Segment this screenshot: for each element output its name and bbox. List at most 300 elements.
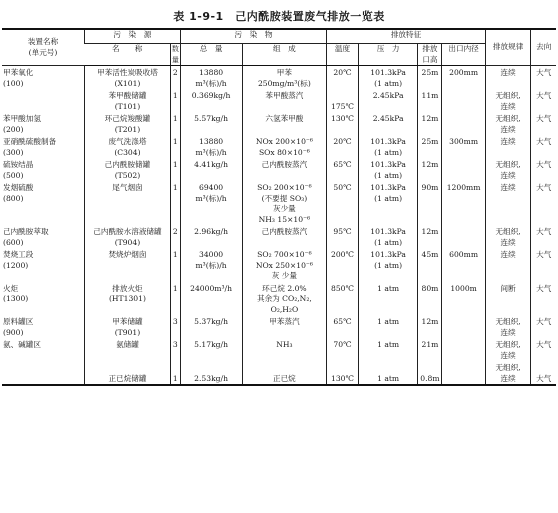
cell-temp [327, 282, 359, 316]
cell-line: 1 [172, 91, 178, 100]
header-dest: 去向 [531, 29, 556, 66]
cell-line: (C304) [114, 147, 141, 157]
cell-pressure [358, 248, 418, 282]
cell-count [170, 135, 180, 158]
cell-composition [242, 338, 327, 361]
table-row [2, 248, 556, 282]
cell-line: 焚烧炉烟囱 [108, 250, 147, 259]
cell-line: 大气 [536, 250, 552, 259]
cell-line: 无组织, [495, 114, 521, 123]
cell-line: 25m [421, 137, 439, 146]
cell-regime [485, 158, 531, 181]
cell-device [2, 181, 85, 225]
cell-dest [531, 112, 556, 135]
cell-count [170, 181, 180, 225]
cell-temp [327, 315, 359, 338]
cell-line: 101.3kPa [370, 183, 406, 192]
cell-line [443, 227, 483, 238]
cell-composition [242, 158, 327, 181]
cell-line: 2 [172, 68, 178, 77]
cell-line: 5.37kg/h [194, 317, 228, 326]
cell-outlet-diameter [442, 361, 485, 385]
cell-outlet-height [418, 282, 442, 316]
cell-line: 34000 [198, 250, 224, 259]
cell-line: 101.3kPa [370, 227, 406, 236]
table-header [2, 29, 556, 66]
cell-count [170, 338, 180, 361]
cell-outlet-diameter [442, 89, 485, 112]
header-emission: 排放特征 [327, 29, 486, 44]
cell-total [180, 282, 242, 316]
cell-line: 3 [172, 340, 178, 349]
cell-outlet-height [418, 315, 442, 338]
table-row [2, 338, 556, 361]
cell-outlet-height [418, 181, 442, 225]
cell-regime [485, 248, 531, 282]
cell-total [180, 315, 242, 338]
cell-temp [327, 112, 359, 135]
cell-line: 200mm [449, 68, 479, 77]
table-row [2, 112, 556, 135]
cell-line: (T101) [114, 101, 141, 111]
cell-line: 无组织, [495, 160, 521, 169]
cell-line: 其余为 CO₂,N₂, [256, 294, 312, 303]
cell-line: (800) [3, 193, 24, 203]
cell-line: 无组织, [495, 363, 521, 372]
cell-line: 70℃ [333, 340, 352, 349]
cell-line: 焚烧工段 [3, 250, 34, 259]
table-row [2, 66, 556, 90]
table-row [2, 225, 556, 248]
cell-outlet-height [418, 225, 442, 248]
cell-source [85, 338, 171, 361]
cell-line: 101.3kPa [370, 250, 406, 259]
cell-line: 25m [421, 68, 439, 77]
cell-line: 正已烷 [273, 373, 296, 383]
cell-line: 4.41kg/h [194, 160, 228, 169]
cell-line: 0.369kg/h [191, 91, 231, 100]
cell-pressure [358, 66, 418, 90]
cell-line: NOx 250×10⁻⁶ [255, 260, 313, 270]
cell-line: 连续 [500, 373, 516, 383]
cell-line: 2 [172, 227, 178, 236]
cell-pressure [358, 158, 418, 181]
cell-line: 大气 [536, 68, 552, 77]
table-body [2, 66, 556, 386]
cell-temp [327, 135, 359, 158]
cell-line: 连续 [500, 237, 516, 247]
cell-line: 连续 [500, 68, 516, 77]
cell-line [443, 91, 483, 102]
cell-temp [327, 66, 359, 90]
cell-line: 5.17kg/h [194, 340, 228, 349]
cell-line [3, 102, 83, 113]
cell-line: 己内酰胺萃取 [3, 227, 49, 236]
header-device: 装置名称 (单元号) [2, 29, 85, 66]
cell-line [419, 363, 440, 374]
cell-line: 间断 [500, 283, 516, 293]
cell-regime [485, 89, 531, 112]
cell-line: 130℃ [331, 373, 354, 383]
cell-temp [327, 248, 359, 282]
cell-pressure [358, 135, 418, 158]
cell-line: (T201) [114, 124, 141, 134]
cell-dest [531, 181, 556, 225]
cell-line: 硫铵结晶 [3, 160, 34, 169]
cell-line [3, 363, 83, 374]
cell-line: (1200) [3, 260, 29, 270]
cell-line: 12m [421, 160, 439, 169]
cell-line: 1 atm [377, 340, 400, 349]
table-row [2, 181, 556, 225]
cell-outlet-height [418, 66, 442, 90]
cell-line: (1 atm) [374, 147, 403, 157]
cell-line: NOx 200×10⁻⁶ [255, 137, 313, 146]
cell-line: 甲苯蒸汽 [269, 317, 300, 326]
cell-line: (1 atm) [374, 193, 403, 203]
cell-line: 苯甲酸储罐 [108, 91, 147, 100]
cell-line: (1 atm) [374, 170, 403, 180]
cell-dest [531, 66, 556, 90]
cell-line: 12m [421, 114, 439, 123]
cell-line [443, 340, 483, 351]
cell-line: 80m [421, 283, 439, 293]
cell-line: 大气 [536, 283, 552, 293]
cell-line: 大气 [536, 137, 552, 146]
cell-line: 己内酰胺蒸汽 [261, 227, 308, 236]
cell-line: 1 [172, 373, 178, 383]
cell-line: 己内酰胺储罐 [104, 160, 151, 169]
cell-line: NH₃ 15×10⁻⁶ [258, 214, 311, 224]
cell-line: SO₂ 200×10⁻⁶ [257, 183, 312, 192]
cell-source [85, 66, 171, 90]
cell-line [328, 363, 357, 374]
cell-total [180, 338, 242, 361]
header-outlet-height: 排放口高 [418, 44, 442, 66]
cell-count [170, 361, 180, 385]
cell-composition [242, 112, 327, 135]
cell-count [170, 248, 180, 282]
cell-device [2, 282, 85, 316]
table-row [2, 361, 556, 385]
cell-line: 65℃ [333, 160, 352, 169]
cell-line: 环己烷 2.0% [262, 283, 307, 293]
cell-line: 甲苯储罐 [112, 317, 143, 326]
cell-device [2, 66, 85, 90]
cell-device [2, 248, 85, 282]
cell-line: 13880 [198, 137, 224, 146]
cell-line: SOx 80×10⁻⁶ [258, 147, 310, 157]
cell-line: 1 [172, 283, 178, 293]
cell-composition [242, 225, 327, 248]
cell-line: 连续 [500, 137, 516, 146]
cell-count [170, 112, 180, 135]
header-source: 污 染 源 [85, 29, 181, 44]
cell-composition [242, 66, 327, 90]
cell-outlet-diameter [442, 338, 485, 361]
cell-line: 850℃ [331, 283, 354, 293]
cell-dest [531, 315, 556, 338]
cell-source [85, 248, 171, 282]
cell-device [2, 89, 85, 112]
cell-line: 5.57kg/h [194, 114, 228, 123]
cell-line: 101.3kPa [370, 160, 406, 169]
cell-line: (100) [3, 78, 24, 88]
cell-outlet-diameter [442, 66, 485, 90]
cell-temp [327, 158, 359, 181]
cell-line: (1300) [3, 294, 29, 303]
cell-device [2, 225, 85, 248]
cell-line: 无组织, [495, 340, 521, 349]
cell-outlet-diameter [442, 135, 485, 158]
cell-total [180, 248, 242, 282]
cell-line: 90m [421, 183, 439, 192]
cell-line: m³(标)/h [195, 78, 227, 88]
cell-temp [327, 89, 359, 112]
cell-line: (1 atm) [374, 260, 403, 270]
cell-dest [531, 361, 556, 385]
cell-line: 己内酰胺蒸汽 [261, 160, 308, 169]
cell-line: 1000m [450, 283, 477, 293]
cell-line [443, 363, 483, 374]
cell-line [443, 114, 483, 125]
cell-line: 300mm [449, 137, 479, 146]
cell-line: 亚硝酰硫酸制备 [3, 137, 57, 146]
cell-dest [531, 158, 556, 181]
table-row [2, 158, 556, 181]
cell-line [443, 317, 483, 328]
cell-pressure [358, 225, 418, 248]
cell-source [85, 158, 171, 181]
cell-line: m³(标)/h [195, 147, 227, 157]
cell-line: 连续 [500, 350, 516, 360]
cell-line: 20℃ [333, 137, 352, 146]
cell-line: 12m [421, 317, 439, 326]
cell-line: 连续 [500, 170, 516, 180]
cell-line: 大气 [536, 317, 552, 326]
cell-outlet-diameter [442, 315, 485, 338]
cell-outlet-diameter [442, 225, 485, 248]
cell-line: 大气 [536, 91, 552, 100]
cell-pressure [358, 181, 418, 225]
cell-outlet-diameter [442, 248, 485, 282]
cell-line: 1 [172, 250, 178, 259]
cell-line: 200℃ [331, 250, 354, 259]
cell-outlet-height [418, 361, 442, 385]
cell-line: 600mm [449, 250, 479, 259]
cell-source [85, 112, 171, 135]
header-regime: 排放规律 [485, 29, 531, 66]
table-row [2, 315, 556, 338]
cell-total [180, 225, 242, 248]
cell-count [170, 66, 180, 90]
cell-device [2, 158, 85, 181]
cell-line: (500) [3, 170, 24, 180]
cell-line: 130℃ [331, 114, 354, 123]
cell-line: 连续 [500, 327, 516, 337]
table-row [2, 135, 556, 158]
cell-outlet-diameter [442, 181, 485, 225]
cell-outlet-height [418, 248, 442, 282]
cell-line: 1 [172, 160, 178, 169]
cell-line [172, 363, 179, 374]
cell-line: 甲苯氧化 [3, 68, 34, 77]
cell-line: 21m [421, 340, 439, 349]
cell-line: 13880 [198, 68, 224, 77]
cell-line: 大气 [536, 373, 552, 383]
cell-device [2, 315, 85, 338]
cell-line: (200) [3, 124, 24, 134]
cell-regime [485, 338, 531, 361]
cell-composition [242, 248, 327, 282]
cell-line: 原料罐区 [3, 317, 34, 326]
cell-line: 氨、碱罐区 [3, 340, 41, 349]
cell-line: (不要提 SO₃) [261, 193, 308, 203]
cell-pressure [358, 361, 418, 385]
cell-regime [485, 315, 531, 338]
cell-line: (900) [3, 327, 24, 337]
cell-line: SO₂ 700×10⁻⁶ [257, 250, 312, 259]
cell-total [180, 158, 242, 181]
cell-line: 甲苯 [276, 68, 292, 77]
cell-pressure [358, 89, 418, 112]
cell-regime [485, 112, 531, 135]
cell-outlet-diameter [442, 282, 485, 316]
cell-line: 苯甲酸蒸汽 [265, 91, 304, 100]
cell-line: 大气 [536, 183, 552, 192]
cell-line: 65℃ [333, 317, 352, 326]
cell-source [85, 89, 171, 112]
cell-dest [531, 248, 556, 282]
cell-regime [485, 361, 531, 385]
header-outlet-diameter: 出口内径 [442, 44, 485, 66]
header-source-name: 名 称 [85, 44, 171, 66]
cell-temp [327, 181, 359, 225]
cell-temp [327, 338, 359, 361]
cell-regime [485, 181, 531, 225]
cell-line: 1 atm [377, 373, 400, 383]
cell-composition [242, 181, 327, 225]
cell-dest [531, 135, 556, 158]
cell-line: 50℃ [333, 183, 352, 192]
cell-line: 尾气烟囱 [112, 183, 143, 192]
cell-line [244, 363, 326, 374]
cell-regime [485, 66, 531, 90]
cell-line [3, 91, 83, 102]
cell-temp [327, 225, 359, 248]
cell-line: 69400 [198, 183, 224, 192]
cell-line: 45m [421, 250, 439, 259]
table-row [2, 89, 556, 112]
cell-line: 250mg/m³(标) [257, 78, 311, 88]
cell-line: NH₃ [276, 340, 293, 349]
header-pressure: 压 力 [358, 44, 418, 66]
cell-line: 大气 [536, 114, 552, 123]
cell-outlet-height [418, 112, 442, 135]
cell-source [85, 225, 171, 248]
cell-source [85, 181, 171, 225]
cell-line: 12m [421, 227, 439, 236]
cell-pressure [358, 282, 418, 316]
cell-line: 六氢苯甲酸 [265, 114, 304, 123]
cell-pressure [358, 315, 418, 338]
cell-line: 无组织, [495, 91, 521, 100]
cell-line [532, 363, 555, 374]
cell-line: 连续 [500, 101, 516, 111]
cell-line: 己内酰胺水溶液储罐 [93, 227, 162, 236]
cell-line: 24000m³/h [190, 283, 232, 293]
cell-line: 20℃ [333, 68, 352, 77]
cell-line: m³(标)/h [195, 193, 227, 203]
cell-source [85, 282, 171, 316]
cell-composition [242, 315, 327, 338]
cell-device [2, 361, 85, 385]
cell-line: 无组织, [495, 317, 521, 326]
cell-line: 废气洗涤塔 [108, 137, 147, 146]
cell-device [2, 338, 85, 361]
cell-line: 1 [172, 183, 178, 192]
cell-pressure [358, 338, 418, 361]
header-total: 总 量 [180, 44, 242, 66]
cell-line: 正已烷储罐 [108, 373, 147, 383]
cell-line: 发烟硫酸 [3, 183, 34, 192]
header-temp: 温度 [327, 44, 359, 66]
cell-total [180, 66, 242, 90]
cell-line: (T904) [114, 237, 141, 247]
cell-regime [485, 282, 531, 316]
cell-outlet-height [418, 158, 442, 181]
cell-outlet-diameter [442, 158, 485, 181]
cell-dest [531, 225, 556, 248]
cell-composition [242, 89, 327, 112]
cell-line [360, 363, 417, 374]
cell-line: 1 [172, 114, 178, 123]
cell-composition [242, 282, 327, 316]
cell-line: 连续 [500, 183, 516, 192]
cell-line: 1 atm [377, 317, 400, 326]
cell-line: 无组织, [495, 227, 521, 236]
cell-source [85, 315, 171, 338]
table-title: 表 1-9-1 己内酰胺装置废气排放一览表 [173, 10, 385, 23]
cell-line: 11m [421, 91, 439, 100]
cell-composition [242, 135, 327, 158]
cell-line: O₂,H₂O [270, 304, 299, 314]
cell-line: 灰 少量 [271, 271, 297, 280]
cell-line: 连续 [500, 124, 516, 134]
cell-line: 火炬 [3, 283, 19, 293]
cell-total [180, 181, 242, 225]
header-pollutant: 污 染 物 [180, 29, 327, 44]
cell-line: 苯甲酸加氢 [3, 114, 41, 123]
cell-line: 1 atm [377, 283, 400, 293]
cell-device [2, 135, 85, 158]
cell-line: 大气 [536, 160, 552, 169]
cell-line: 2.53kg/h [194, 373, 228, 383]
cell-line: 175℃ [331, 101, 354, 111]
cell-line: 2.45kPa [372, 114, 404, 123]
cell-composition [242, 361, 327, 385]
cell-line: 排放火炬 [112, 283, 143, 293]
cell-device [2, 112, 85, 135]
cell-line [182, 363, 241, 374]
cell-pressure [358, 112, 418, 135]
cell-source [85, 135, 171, 158]
cell-line: 95℃ [333, 227, 352, 236]
cell-count [170, 89, 180, 112]
cell-outlet-height [418, 338, 442, 361]
cell-dest [531, 338, 556, 361]
cell-line: (HT1301) [108, 294, 146, 303]
